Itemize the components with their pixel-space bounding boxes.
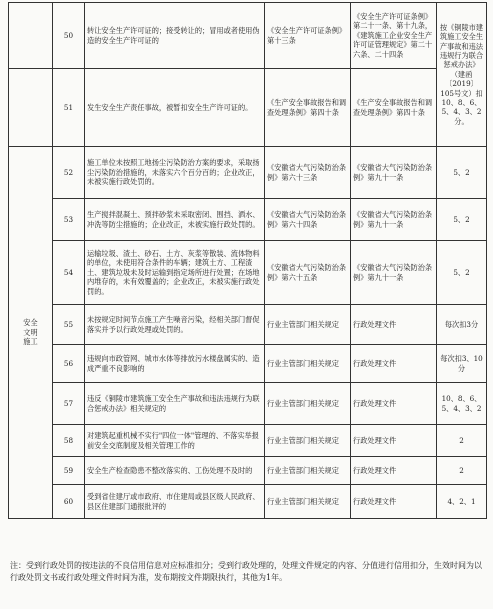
category-cell [9,147,53,519]
violation-description: 转让安全生产许可证的；接受转让的；冒用或者使用伪造的安全生产许可证的 [85,3,265,69]
row-number: 60 [53,485,85,519]
credit-deduction-table [8,2,487,519]
legal-basis: 《安徽省大气污染防治条例》第六十三条 [265,147,351,199]
penalty-basis: 行政处理文件 [351,383,437,425]
table-row [9,305,487,345]
legal-basis: 行业主管部门相关规定 [265,457,351,485]
table-row [9,241,487,305]
deduction-score: 5、2 [437,147,487,199]
violation-description: 生产搅拌混凝土、预拌砂浆未采取密闭、围挡、洒水、冲洗等防尘措施的；企业改正，未被实施行政处罚的。 [85,199,265,241]
table-row [9,69,487,147]
table-row [9,425,487,457]
legal-basis: 《安全生产许可证条例》第十三条 [265,3,351,69]
category-label: 施工 [23,337,38,347]
legal-basis: 行业主管部门相关规定 [265,305,351,345]
table-row [9,457,487,485]
violation-description: 未按规定时间节点施工产生噪音污染，经相关部门督促落实并予以行政处理或处罚的。 [85,305,265,345]
penalty-basis: 行政处理文件 [351,457,437,485]
violation-description: 发生安全生产责任事故，被暂扣安全生产许可证的。 [85,69,265,147]
legal-basis: 行业主管部门相关规定 [265,345,351,383]
row-number: 51 [53,69,85,147]
violation-description: 受到省住建厅或市政府、市住建局或县区级人民政府、县区住建部门通报批评的 [85,485,265,519]
penalty-basis: 行政处理文件 [351,345,437,383]
legal-basis: 行业主管部门相关规定 [265,485,351,519]
table-row [9,383,487,425]
penalty-basis: 行政处理文件 [351,305,437,345]
deduction-score: 2 [437,425,487,457]
deduction-score: 4、2、1 [437,485,487,519]
violation-description: 安全生产检查隐患不整改落实的、工伤处理不及时的 [85,457,265,485]
penalty-basis: 《生产安全事故报告和调查处理条例》第四十条 [351,69,437,147]
penalty-basis: 《安徽省大气污染防治条例》第九十一条 [351,241,437,305]
row-number: 59 [53,457,85,485]
category-label: 文明 [23,327,38,337]
table-footnote: 注：受到行政处罚的按违法的不良信用信息对应标准扣分；受到行政处理的，处理文件规定的内容、分值进行信用扣分，生效时间为以行政处罚文书或行政处理文件时间为准，发布期按文件期限执行，其他为1年。 [10,561,482,582]
deduction-score: 2 [437,457,487,485]
legal-basis: 行业主管部门相关规定 [265,425,351,457]
deduction-score: 10、8、6、5、4、3、2 [437,383,487,425]
row-number: 56 [53,345,85,383]
legal-basis: 《安徽省大气污染防治条例》第六十四条 [265,199,351,241]
row-number: 54 [53,241,85,305]
deduction-score: 5、2 [437,199,487,241]
legal-basis: 《生产安全事故报告和调查处理条例》第四十条 [265,69,351,147]
deduction-score: 每次扣3、10分 [437,345,487,383]
table-row [9,485,487,519]
merged-score: 按《铜陵市建筑施工安全生产事故和违法违规行为联合惩戒办法》（建函〔2019〕105号文）扣10、8、6、5、4、3、2分。 [437,3,487,147]
penalty-basis: 行政处理文件 [351,485,437,519]
deduction-score: 每次扣3分 [437,305,487,345]
row-number: 50 [53,3,85,69]
penalty-basis: 行政处理文件 [351,425,437,457]
row-number: 53 [53,199,85,241]
category-cell-empty [9,3,53,69]
violation-description: 对建筑起重机械不实行"四位一体"管理的、不落实举报前安全交底制度及相关管理工作的 [85,425,265,457]
legal-basis: 行业主管部门相关规定 [265,383,351,425]
table-row [9,345,487,383]
row-number: 55 [53,305,85,345]
deduction-score: 5、2 [437,241,487,305]
penalty-basis: 《安徽省大气污染防治条例》第九十一条 [351,199,437,241]
violation-description: 运输垃圾、渣土、砂石、土方、灰浆等散装、流体物料的单位，未使用符合条件的车辆；建筑土方、工程渣土、建筑垃圾未及时运输到指定场所进行处置；在场地内堆存的，未有效覆盖的；企业改正，未被实施行政处罚的。 [85,241,265,305]
table-row [9,147,487,199]
row-number: 57 [53,383,85,425]
category-label: 安全 [23,318,38,328]
penalty-basis: 《安徽省大气污染防治条例》第九十一条 [351,147,437,199]
legal-basis: 《安徽省大气污染防治条例》第六十五条 [265,241,351,305]
violation-description: 违反《铜陵市建筑施工安全生产事故和违法违规行为联合惩戒办法》相关规定的 [85,383,265,425]
category-cell-empty [9,69,53,147]
violation-description: 施工单位未按照工地扬尘污染防治方案的要求，采取扬尘污染防治措施的，未落实六个百分百的；企业改正，未被实施行政处罚的。 [85,147,265,199]
row-number: 52 [53,147,85,199]
table-row [9,199,487,241]
table-row [9,3,487,69]
violation-description: 违规向市政管网、城市水体等排放污水楼盘属实的、造成严重不良影响的 [85,345,265,383]
penalty-basis: 《安全生产许可证条例》第二十一条、第十九条，《建筑施工企业安全生产许可证管理规定》第二十六条、二十四条 [351,3,437,69]
row-number: 58 [53,425,85,457]
